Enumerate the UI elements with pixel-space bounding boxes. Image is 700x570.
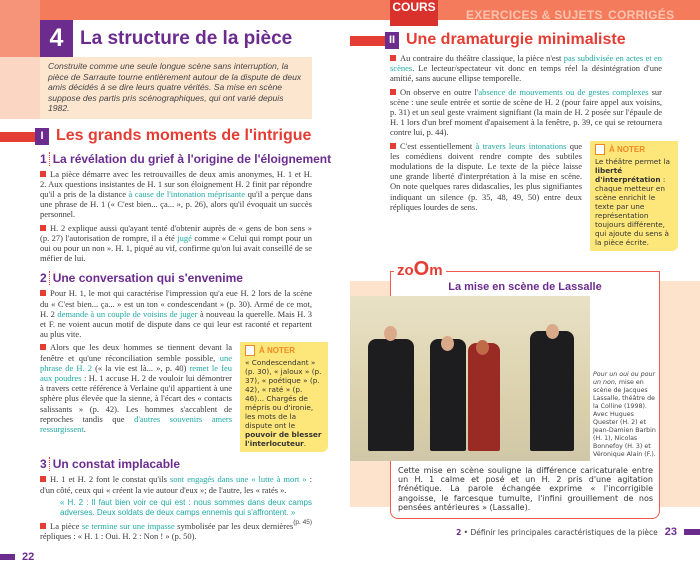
body-row-with-note (390, 141, 700, 251)
body-block-4 (40, 474, 312, 544)
note-heading: À NOTER (609, 144, 645, 154)
zoom-title: La mise en scène de Lassalle (448, 280, 602, 293)
bullet-icon (40, 476, 46, 482)
section-title: Une dramaturgie minimaliste (406, 31, 626, 48)
section-header (0, 127, 350, 147)
subsection-title: Un constat implacable (52, 457, 181, 472)
footer-chapter: 2 • Définir les principales caractéristiques de la pièce (456, 527, 658, 537)
actor-figure (530, 331, 574, 451)
subsection-1 (40, 152, 350, 166)
paragraph: Au contraire du théâtre classique, la pièce n'est pas subdivisée en actes et en scènes. Le lecteur/spectateur vit donc en temps réel la désintégration d'une amitié, sans aucune ellipse temporelle. (390, 53, 662, 84)
photo-caption: Pour un oui ou pour un non, mise en scène de Jacques Lassalle, théâtre de la Colline (1998). Avec Hugues Quester (H. 2) et Jean-Damien Barbin (H. 1), Nicolas Bonnefoy (H. 3) et Véronique Alain (F.). (593, 370, 656, 458)
chapter-title: La structure de la pièce (80, 28, 293, 49)
tab-cours[interactable]: COURS (390, 0, 438, 26)
actor-head (546, 324, 559, 339)
page-bar (0, 554, 15, 560)
subsection-3 (40, 457, 350, 471)
photo-row (350, 296, 659, 461)
section-bar (350, 36, 386, 46)
note-box: À NOTER Le théâtre permet la liberté d'interprétation : chaque metteur en scène enrichit le texte par une représentation toujours différente, qui ajoute du sens à la pièce écrite. (590, 141, 678, 251)
paragraph: Alors que les deux hommes se tiennent devant la fenêtre et qu'une réconciliation semble possible, une phrase de H. 2 (« la vie est là... », p. 40) remet le feu aux poudres : H. 1 accuse H. 2 de vouloir lui démontrer à travers cette référence à Verlaine qu'il appartient à une sphère plus élevée que la sienne, à l'écart des « contacts salissants » (p. 42). Les hommes s'accablent de reproches tandis que d'autres souvenirs amers ressurgissent. (40, 342, 232, 434)
section-bar (0, 132, 36, 142)
note-icon (245, 345, 255, 356)
subsection-title: La révélation du grief à l'origine de l'éloignement (52, 151, 332, 166)
note-icon (595, 144, 605, 155)
body-row-with-note (40, 342, 350, 452)
body-block-6 (390, 141, 582, 215)
bullet-icon (40, 225, 46, 231)
paragraph: La pièce démarre avec les retrouvailles de deux amis anonymes, H. 1 et H. 2. Aux questions insistantes de H. 1 sur son éloignement H. 2 finit par répondre qu'il a pris de la distance à cause de l'intonation méprisante qu'il a perçue dans une phrase de H. 1 (« C'est bien... ça... », p. 26), alors qu'il évoquait un succès personnel. (40, 168, 312, 220)
paragraph: H. 2 explique aussi qu'ayant tenté d'obtenir auprès de « gens de bon sens » (p. 27) l'autorisation de rompre, il a été jugé comme « Celui qui rompt pour un oui ou pour un non ». H. 1, piqué au vif, confirme qu'on lui avait conseillé de se méfier de lui. (40, 222, 312, 264)
bullet-icon (40, 290, 46, 296)
bullet-icon (390, 89, 396, 95)
tab-bar (350, 0, 700, 26)
bullet-icon (40, 344, 46, 350)
actor-figure (368, 339, 414, 451)
actor-figure (430, 339, 466, 451)
subsection-number: 3 (40, 457, 50, 471)
body-block-1 (40, 169, 312, 267)
subsection-2 (40, 271, 350, 285)
zoom-text: Cette mise en scène souligne la différence caricaturale entre un H. 1 calme et posé et un H. 2 pris d'une agitation frénétique. La parole échangée exprime « l'incorrigible angoisse, le farcesque tumulte, l'infini grouillement de nos pensées antérieures » (Lassalle). (398, 465, 653, 512)
actor-head (476, 340, 489, 355)
body-block-5 (390, 53, 662, 141)
chapter-intro: Construite comme une seule longue scène sans interruption, la pièce de Sarraute tourne entièrement autour de la dispute de deux amis décidés à se dire leurs quatre vérités. Sa mise en scène suppose des partis pris scénographiques, qui ont varié depuis 1982. (0, 57, 312, 119)
paragraph: On observe en outre l'absence de mouvements ou de gestes complexes sur scène : une seule entrée et sortie de scène de H. 2 (pour faire appel aux voisins, p. 31) et un seul geste vraiment signifiant (la main de H. 2 posée sur l'épaule de H. 1 lors d'un bref moment d'apaisement à la fenêtre, p. 39, ce qui se retournera contre lui, p. 44). (390, 86, 663, 138)
subsection-number: 2 (40, 271, 50, 285)
tab-corriges[interactable]: CORRIGÉS (608, 8, 675, 22)
paragraph: Pour H. 1, le mot qui caractérise l'impression qu'a eue H. 2 lors de la scène du « C'est bien... ça... » est un ton « condescendant » (p. 30). Armé de ce mot, H. 2 demande à un couple de voisins de juger à nouveau la querelle. Mais H. 3 et F. ne voient aucun motif de dispute dans ce qui leur est raconté et repartent au plus vite. (40, 288, 312, 340)
page-number-left: 22 (22, 551, 35, 564)
section-header (350, 31, 700, 51)
body-block-3 (40, 342, 232, 437)
page-bar (684, 529, 700, 535)
paragraph: La pièce se termine sur une impasse symbolisée par les deux dernières répliques : « H. 1 : Oui. H. 2 : Non ! » (p. 50). (40, 520, 294, 541)
actor-head (384, 326, 397, 341)
note-heading: À NOTER (259, 346, 295, 356)
right-page (350, 0, 700, 545)
bullet-icon (390, 143, 396, 149)
paragraph: H. 1 et H. 2 font le constat qu'ils sont engagés dans une « lutte à mort » : d'un côté, ceux qui « créent la vie autour d'eux »; de l'autre, les « ratés ». (40, 474, 312, 495)
paragraph: C'est essentiellement à travers leurs intonations que les comédiens doivent rendre compte des subtiles modulations de la dispute. Le texte de la pièce laisse une grande liberté d'interprétation à la mise en scène. On note quelques rares didascalies, les plus signifiantes indiquant un silence (p. 35, 48, 49, 50) entre deux répliques lourdes de sens. (390, 140, 583, 212)
chapter-number: 4 (40, 20, 73, 57)
zoom-logo: zoOm (394, 259, 446, 281)
bullet-icon (40, 523, 46, 529)
tab-exercices-sujets[interactable]: EXERCICES & SUJETS (466, 8, 603, 22)
stage-photo (350, 296, 590, 461)
footer-left (0, 544, 350, 570)
note-box: À NOTER « Condescendant » (p. 30), « jaloux » (p. 37), « poétique » (p. 42), « raté » (p. 46)... Chargés de mépris ou d'ironie, les mots de la dispute ont le pouvoir de blesser l'interlocuteur. (240, 342, 328, 452)
section-title: Les grands moments de l'intrigue (56, 126, 312, 144)
actor-head (441, 336, 454, 351)
footer-right (350, 519, 700, 545)
zoom-frame (390, 257, 660, 519)
bullet-icon (40, 171, 46, 177)
chapter-header (0, 20, 350, 57)
bullet-icon (390, 55, 396, 61)
subsection-number: 1 (40, 152, 50, 166)
page-number-right: 23 (664, 526, 677, 539)
subsection-title: Une conversation qui s'envenime (52, 271, 243, 286)
actor-figure (468, 343, 500, 451)
quotation: « H. 2 : Il faut bien voir ce qui est : nous sommes dans deux camps adverses. Deux soldats de deux camps ennemis qui s'affrontent. » (p. 45) (60, 497, 312, 526)
section-number: II (385, 32, 399, 49)
zoom-section (350, 257, 700, 519)
body-block-2 (40, 288, 312, 342)
section-number: I (35, 128, 49, 145)
